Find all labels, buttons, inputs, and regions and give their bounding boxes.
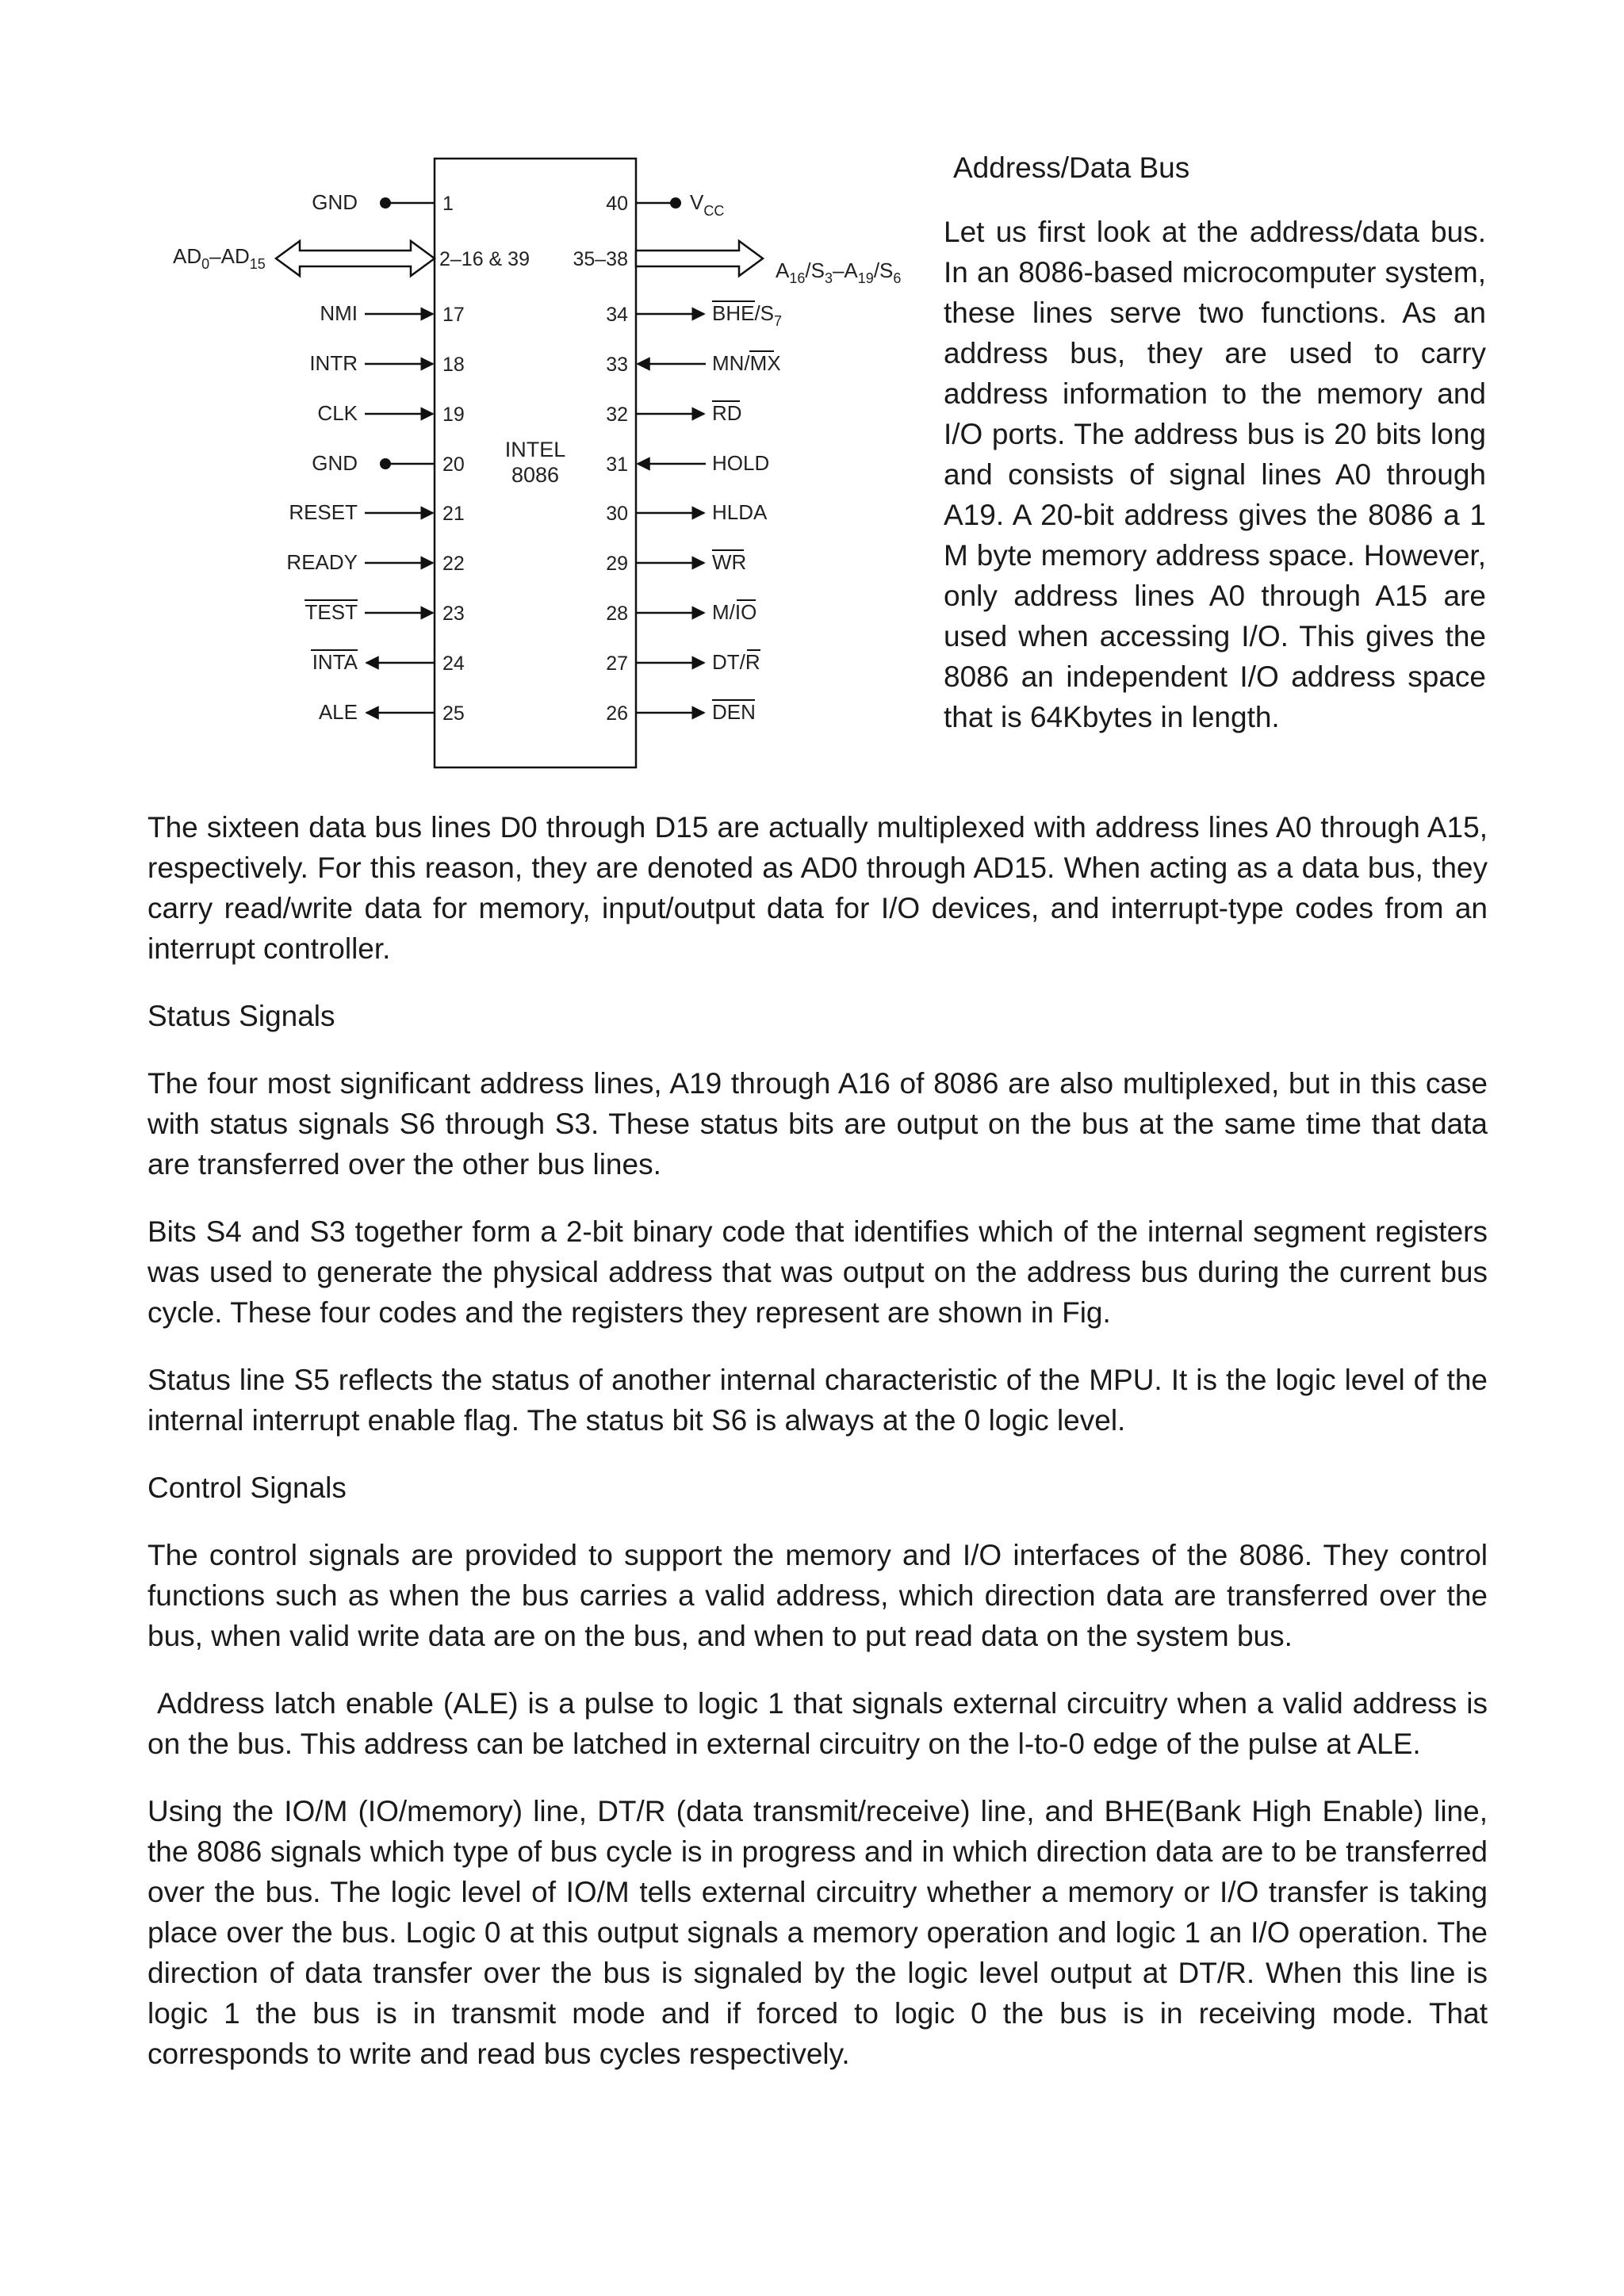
signal-gnd-20: GND [312,451,358,475]
signal-dt-r: DT/R [712,650,760,674]
pin-num-19: 19 [442,404,465,426]
section-heading-status-signals: Status Signals [147,1000,335,1032]
signal-den: DEN [712,700,756,724]
pin-num-17: 17 [442,304,465,326]
vcc-dot-icon [670,197,681,209]
paragraph-s5-status: Status line S5 reflects the status of another internal characteristic of the MPU. It is the logic level of the internal interrupt enable flag. The status bit S6 is always at the 0 logic level. [147,1364,1488,1437]
paragraph-control-signals: The control signals are provided to support the memory and I/O interfaces of the 8086. They control functions such as when the bus carries a valid address, which direction data are transferred over the bus, when valid write data are on the bus, and when to put read data on the system bus. [147,1539,1488,1652]
pin-num-30: 30 [606,503,628,525]
signal-ad0-ad15: $AD_0-AD_{15}$ [173,244,266,272]
pin-num-31: 31 [606,453,628,476]
pin-num-23: 23 [442,603,465,625]
main-body [147,807,1496,2101]
pin-num-28: 28 [606,603,628,625]
signal-test: TEST [304,600,358,624]
signal-bhe-s7: BHE/$S_7$ [712,301,783,329]
pin-num-20: 20 [442,453,465,476]
paragraph-s4-s3-bits: Bits S4 and S3 together form a 2-bit binary code that identifies which of the internal segment registers was used to generate the physical address that was output on the address bus during the current bus cycle. These four codes and the registers they represent are shown in Fig. [147,1215,1488,1329]
paragraph-io-m-dt-r: Using the IO/M (IO/memory) line, DT/R (data transmit/receive) line, and BHE(Bank High Enable) line, the 8086 signals which type of bus cycle is in progress and in which direction data are to be transferred over the bus. The logic level of IO/M tells external circuitry whether a memory or I/O transfer is taking place over the bus. Logic 0 at this output signals a memory operation and logic 1 an I/O operation. The direction of data transfer over the bus is signaled by the logic level output at DT/R. When this line is logic 1 the bus is in transmit mode and if forced to logic 0 the bus is in receiving mode. That corresponds to write and read bus cycles respectively. [147,1795,1488,2070]
signal-wr: WR [712,550,747,574]
signal-ale: ALE [318,700,358,724]
address-data-bus-section [944,147,1486,737]
section-heading-control-signals: Control Signals [147,1471,347,1504]
pin-num-26: 26 [606,702,628,725]
signal-vcc: $V_{CC}$ [690,190,725,219]
pinout-diagram [159,143,920,777]
pin-num-40: 40 [606,193,628,215]
section-heading-address-data-bus: Address/Data Bus [953,151,1190,184]
paragraph-status-multiplexed: The four most significant address lines, A19 through A16 of 8086 are also multiplexed, but in this case with status signals S6 through S3. These status bits are output on the bus at the same time that data are transferred over the other bus lines. [147,1067,1488,1181]
signal-m-io: M/IO [712,600,757,624]
pin-num-35-38: 35–38 [573,248,628,270]
pin-num-29: 29 [606,553,628,575]
signal-hlda: HLDA [712,500,768,524]
pin-num-32: 32 [606,404,628,426]
paragraph-data-bus-lines: The sixteen data bus lines D0 through D15 are actually multiplexed with address lines A0 through A15, respectively. For this reason, they are denoted as AD0 through AD15. When acting as a data bus, they carry read/write data for memory, input/output data for I/O devices, and interrupt-type codes from an interrupt controller. [147,811,1488,965]
pin-num-33: 33 [606,354,628,376]
signal-inta: INTA [312,650,358,674]
signal-hold: HOLD [712,451,770,475]
signal-nmi: NMI [320,301,358,325]
pin-num-1: 1 [442,193,454,215]
pin-num-27: 27 [606,652,628,675]
pin-num-24: 24 [442,652,465,675]
signal-intr: INTR [309,351,358,375]
signal-mn-mx: MN/MX [712,351,781,375]
chip-name-line1: INTEL [504,438,566,461]
pin-num-2-16-39: 2–16 & 39 [439,248,530,270]
signal-gnd-1: GND [312,190,358,214]
bidirectional-bus-arrow-icon [276,241,435,276]
pin-num-34: 34 [606,304,628,326]
pin-num-25: 25 [442,702,465,725]
pin-num-22: 22 [442,553,465,575]
pin-num-21: 21 [442,503,465,525]
signal-rd: RD [712,401,742,425]
signal-ready: READY [286,550,358,574]
signal-clk: CLK [317,401,358,425]
paragraph-ale: Address latch enable (ALE) is a pulse to logic 1 that signals external circuitry when a valid address is on the bus. This address can be latched in external circuitry on the l-to-0 edge of the pulse at ALE. [147,1687,1496,1760]
pin-num-18: 18 [442,354,465,376]
signal-a16-a19: $A_{16}/S_3-A_{19}/S_6$ [776,258,902,286]
signal-reset: RESET [289,500,358,524]
paragraph-address-data-bus: Let us first look at the address/data bus. In an 8086-based microcomputer system, these lines serve two functions. As an address bus, they are used to carry address information to the memory and I/O ports. The address bus is 20 bits long and consists of signal lines A0 through A19. A 20-bit address gives the 8086 a 1 M byte memory address space. However, only address lines A0 through A15 are used when accessing I/O. This gives the 8086 an independent I/O address space that is 64Kbytes in length. [944,216,1486,733]
chip-name-line2: 8086 [511,463,560,487]
output-bus-arrow-icon [636,241,763,276]
